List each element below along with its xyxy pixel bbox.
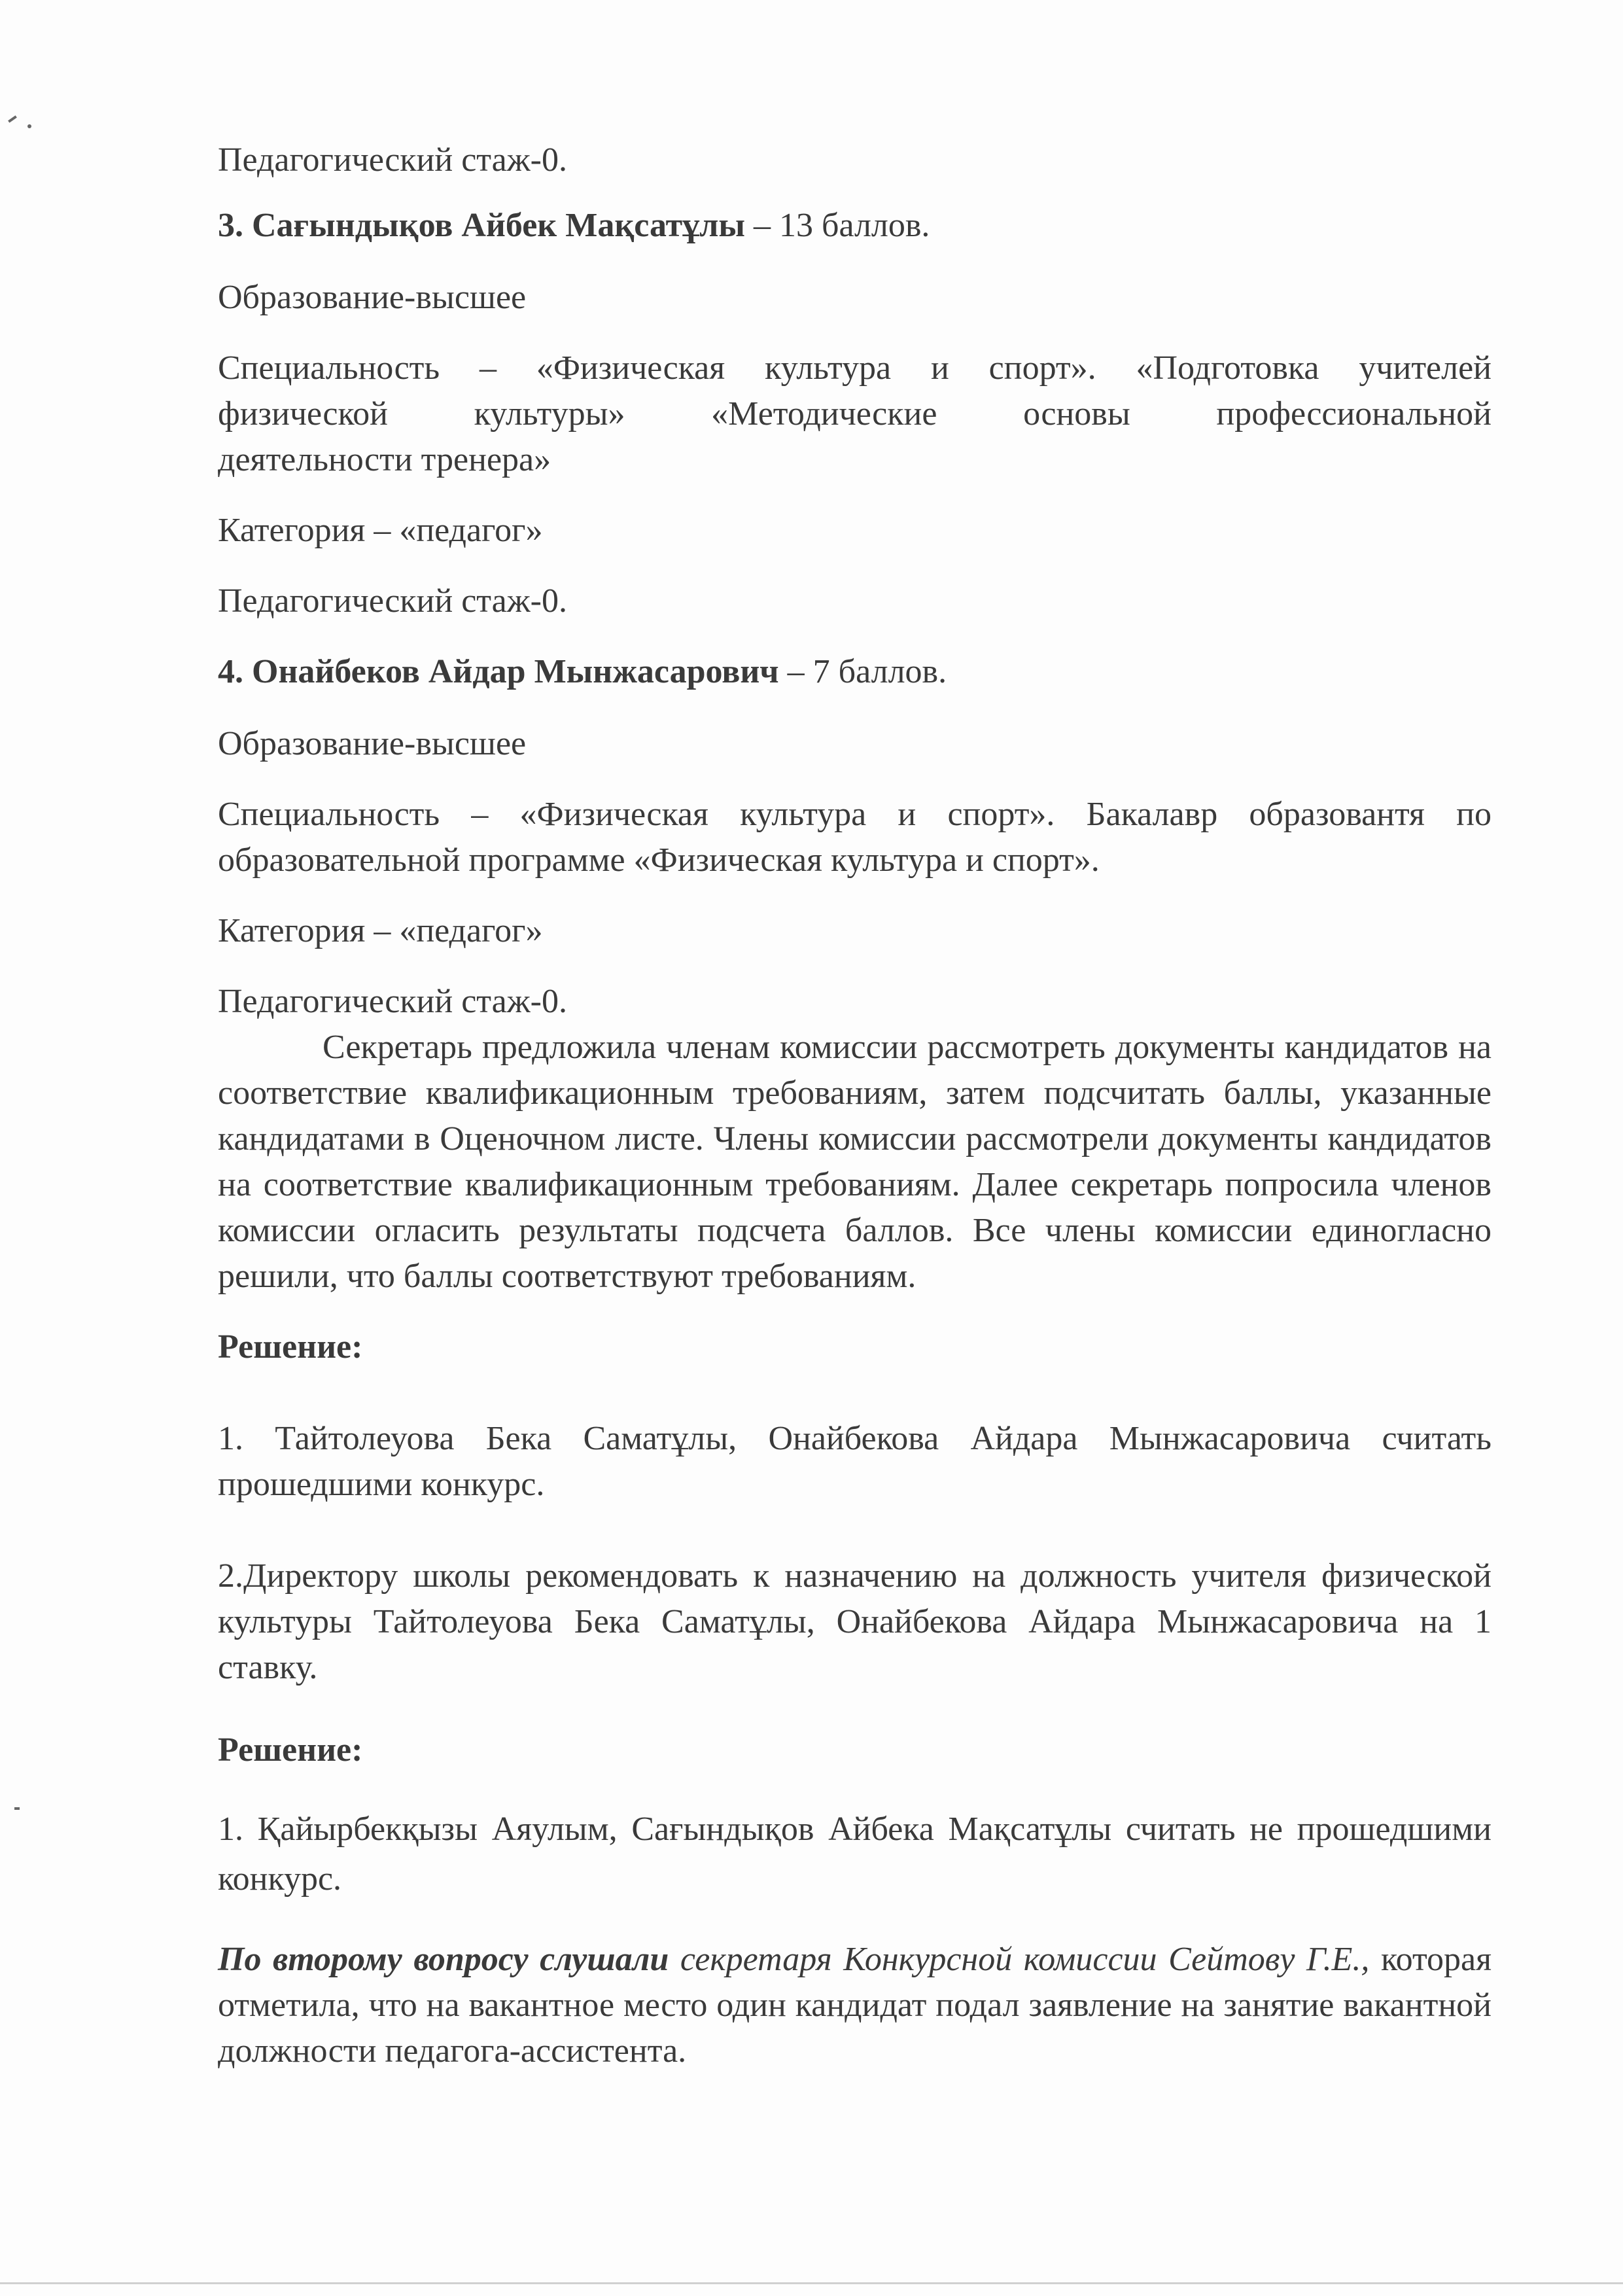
decision-2-heading: Решение: <box>218 1731 363 1769</box>
scan-speck <box>8 115 17 122</box>
second-question-lead-bold: По второму вопросу слушали <box>218 1941 669 1978</box>
candidate-3-specialty-line: деятельности тренера» <box>218 441 551 478</box>
scan-speck <box>14 1807 20 1810</box>
secretary-paragraph: Секретарь предложила членам комиссии рассмотреть документы кандидатов на соответствие квалификационным требованиям, затем подсчитать баллы, указанные кандидатами в Оценочном листе. Члены комиссии рассмотрели документы кандидатов на соответствие квалификационным требованиям. Далее секретарь попросила членов комиссии огласить результаты подсчета баллов. Все члены комиссии единогласно решили, что баллы соответствуют требованиям. <box>218 1029 1492 1295</box>
candidate-4-category: Категория – «педагог» <box>218 912 543 949</box>
candidate-4-score: – 7 баллов. <box>778 653 947 690</box>
candidate-4-specialty-line: Специальность – «Физическая культура и спорт». Бакалавр образовантя по <box>218 796 1492 833</box>
document-body <box>218 137 1492 2074</box>
second-question-lead <box>218 1941 669 1978</box>
candidate-3-heading <box>218 203 1492 249</box>
decision-2-item-1: 1. Қайырбекқызы Аяулым, Сағындықов Айбека Мақсатұлы считать не прошедшими конкурс. <box>218 1810 1492 1898</box>
decision-1-heading: Решение: <box>218 1328 363 1366</box>
candidate-3-education: Образование-высшее <box>218 279 527 316</box>
candidate-3-specialty-line: физической культуры» «Методические основы профессиональной <box>218 395 1492 433</box>
decision-1-item-1: 1. Тайтолеуова Бека Саматұлы, Онайбекова Айдара Мынжасаровича считать прошедшими конкурс. <box>218 1420 1492 1503</box>
decision-1-item-2: 2.Директору школы рекомендовать к назначению на должность учителя физической культуры Тайтолеуова Бека Саматұлы, Онайбекова Айдара Мынжасаровича на 1 ставку. <box>218 1557 1492 1686</box>
candidate-4-specialty <box>218 792 1492 883</box>
candidate-4-name: 4. Онайбеков Айдар Мынжасарович <box>218 653 779 690</box>
candidate-3-specialty <box>218 345 1492 483</box>
candidate-4-heading <box>218 649 1492 695</box>
second-question-speaker: секретаря Конкурсной комиссии Сейтову Г.Е., <box>669 1941 1370 1978</box>
candidate-3-name: 3. Сағындықов Айбек Мақсатұлы <box>218 207 745 244</box>
candidate-3-score: – 13 баллов. <box>744 207 930 244</box>
pedagogical-experience-line: Педагогический стаж-0. <box>218 141 567 179</box>
candidate-4-experience: Педагогический стаж-0. <box>218 983 567 1020</box>
second-question-text: которая отметила, что на вакантное место один кандидат подал заявление на занятие вакантной должности педагога-ассистента. <box>218 1941 1492 2070</box>
candidate-4-specialty-line: образовательной программе «Физическая культура и спорт». <box>218 841 1100 879</box>
page-bottom-edge <box>0 2282 1623 2284</box>
scan-speck <box>27 124 31 128</box>
candidate-4-education: Образование-высшее <box>218 725 527 762</box>
candidate-3-specialty-line: Специальность – «Физическая культура и спорт». «Подготовка учителей <box>218 349 1492 387</box>
second-question-paragraph <box>218 1937 1492 2074</box>
candidate-3-category: Категория – «педагог» <box>218 512 543 549</box>
candidate-3-experience: Педагогический стаж-0. <box>218 582 567 620</box>
